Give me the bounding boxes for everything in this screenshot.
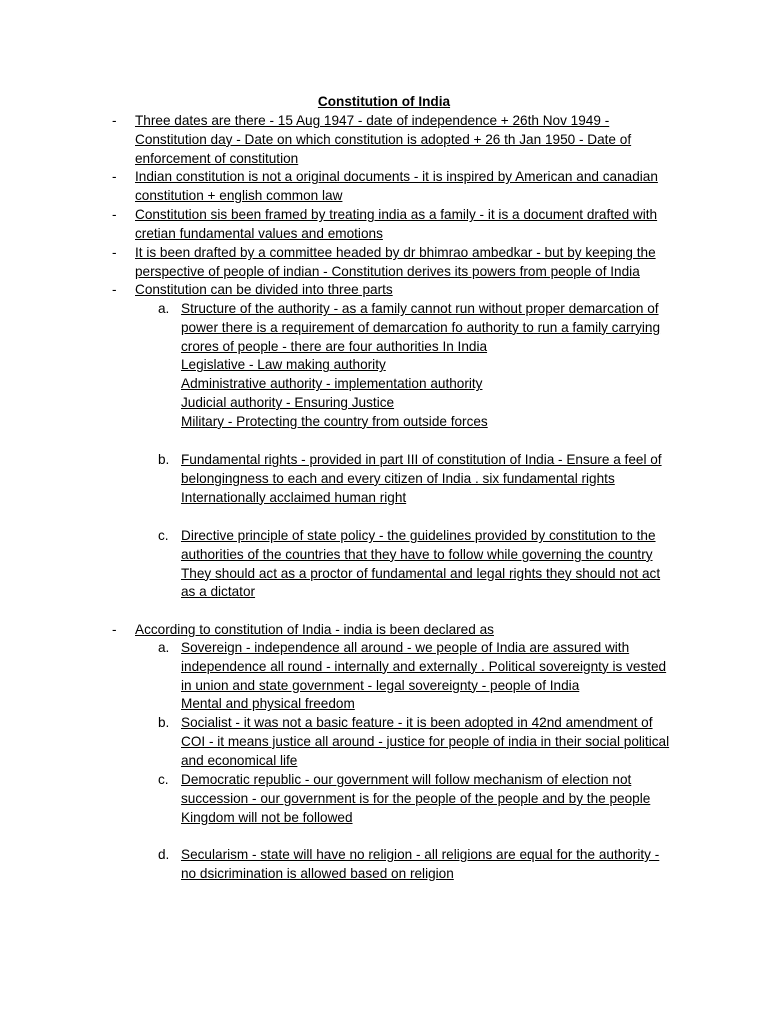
list-marker: b.: [158, 715, 170, 730]
text-line: It is been drafted by a committee headed by dr bhimrao ambedkar - but by keeping the: [135, 245, 656, 260]
text-line: Constitution can be divided into three parts: [135, 282, 393, 297]
text-line: power there is a requirement of demarcation fo authority to run a family carrying: [181, 319, 661, 335]
text-line: Fundamental rights - provided in part III of constitution of India - Ensure a feel of: [181, 452, 662, 467]
bullet-marker: -: [112, 622, 117, 637]
text-line: Three dates are there - 15 Aug 1947 - date of independence + 26th Nov 1949 -: [135, 113, 610, 128]
text-line: and economical life: [181, 752, 298, 768]
text-line: Secularism - state will have no religion - all religions are equal for the authority -: [181, 847, 660, 862]
text-line: COI - it means justice all around - justice for people of india in their social political: [181, 733, 670, 749]
text-line: Internationally acclaimed human right: [181, 489, 407, 505]
list-marker: b.: [158, 452, 170, 467]
bullet-marker: -: [112, 282, 117, 297]
list-item-text: [181, 638, 681, 713]
text-line: Directive principle of state policy - the guidelines provided by constitution to the: [181, 528, 656, 543]
text-line: constitution + english common law: [135, 187, 343, 203]
text-line: belongingness to each and every citizen of India . six fundamental rights: [181, 470, 615, 486]
text-line: Kingdom will not be followed: [181, 809, 353, 825]
text-line: Administrative authority - implementation authority: [181, 376, 483, 392]
text-line: Judicial authority - Ensuring Justice: [181, 394, 395, 410]
bullet-text: [135, 243, 680, 281]
text-line: Socialist - it was not a basic feature - it is been adopted in 42nd amendment of: [181, 715, 653, 730]
text-line: enforcement of constitution: [135, 150, 299, 166]
text-line: Sovereign - independence all around - we people of India are assured with: [181, 640, 630, 655]
bullet-marker: -: [112, 113, 117, 128]
text-line: Constitution sis been framed by treating india as a family - it is a document drafted with: [135, 207, 658, 222]
text-line: no dsicrimination is allowed based on religion: [181, 865, 454, 881]
list-marker: c.: [158, 772, 169, 787]
text-line: Indian constitution is not a original documents - it is inspired by American and canadian: [135, 169, 658, 184]
list-item-text: [181, 845, 681, 883]
text-line: authorities of the countries that they have to follow while governing the country: [181, 546, 653, 562]
text-line: Military - Protecting the country from outside forces: [181, 413, 488, 429]
document-title: Constitution of India: [317, 94, 451, 109]
bullet-marker: -: [112, 207, 117, 222]
text-line: in union and state government - legal sovereignty - people of India: [181, 677, 580, 693]
list-marker: d.: [158, 847, 170, 862]
bullet-marker: -: [112, 169, 117, 184]
list-item-text: [181, 770, 681, 826]
text-line: perspective of people of indian - Constitution derives its powers from people of India: [135, 263, 640, 279]
list-item-text: [181, 299, 681, 431]
bullet-text: [135, 167, 680, 205]
text-line: independence all round - internally and externally . Political sovereignty is vested: [181, 658, 667, 674]
text-line: According to constitution of India - india is been declared as: [135, 622, 494, 637]
list-item-text: [181, 450, 681, 506]
text-line: crores of people - there are four authorities In India: [181, 338, 488, 354]
text-line: Legislative - Law making authority: [181, 357, 386, 373]
text-line: Democratic republic - our government will follow mechanism of election not: [181, 772, 632, 787]
list-marker: c.: [158, 528, 169, 543]
list-item-text: [181, 526, 681, 601]
list-marker: a.: [158, 301, 170, 316]
bullet-text: [135, 111, 680, 167]
text-line: as a dictator: [181, 584, 256, 600]
bullet-text: [135, 205, 680, 243]
text-line: Structure of the authority - as a family cannot run without proper demarcation of: [181, 301, 659, 316]
bullet-text: [135, 620, 680, 639]
text-line: Mental and physical freedom: [181, 696, 355, 712]
text-line: succession - our government is for the people of the people and by the people: [181, 790, 651, 806]
list-item-text: [181, 713, 681, 769]
list-marker: a.: [158, 640, 170, 655]
bullet-marker: -: [112, 245, 117, 260]
bullet-text: [135, 280, 680, 299]
text-line: They should act as a proctor of fundamental and legal rights they should not act: [181, 565, 661, 581]
text-line: cretian fundamental values and emotions: [135, 225, 383, 241]
text-line: Constitution day - Date on which constitution is adopted + 26 th Jan 1950 - Date of: [135, 131, 632, 147]
